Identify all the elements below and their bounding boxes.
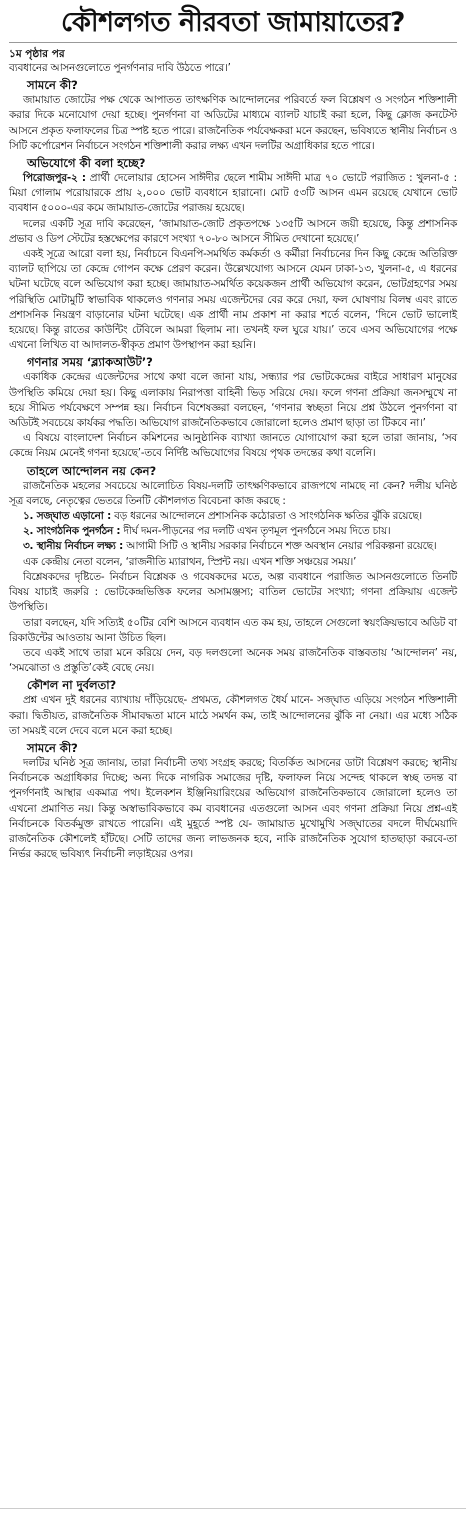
paragraph-andolon-1: রাজনৈতিক মহলের সবচেয়ে আলোচিত বিষয়-দলটি তাৎক্ষণিকভাবে রাজপথে নামছে না কেন? দলীয় ঘনিষ্ঠ সূত্র বলছে, নেতৃত্বের ভেতরে তিনটি কৌশলগত বিবেচনা কাজ করছে : xyxy=(9,479,457,507)
list-item-label: ২. সাংগঠনিক পুনর্গঠন : xyxy=(23,525,121,538)
subhead-koushol: কৌশল না দুর্বলতা? xyxy=(27,678,117,693)
paragraph-text: প্রার্থী দেলোয়ার হোসেন সাঈদীর ছেলে শামীম সাঈদী মাত্র ৭০ ভোটে পরাজিত : খুলনা-৫ : মিয়া গোলাম পরোয়ারকে প্রায় ২,০০০ ভোট ব্যবধানে হারানো। মোট ৫৩টি আসন এমন রয়েছে যেখানে ভোট ব্যবধান ৫০০০-এর কমে জামায়াত-জোটের পরাজয় হয়েছে। xyxy=(9,172,457,215)
subhead-obhijog: অভিযোগে কী বলা হচ্ছে? xyxy=(27,156,146,171)
paragraph-gonona-1: একাধিক কেন্দ্রের এজেন্টদের সাথে কথা বলে জানা যায়, সন্ধ্যার পর ভোটকেন্দ্রের বাইরে সাধারণ মানুষের উপস্থিতি কমিয়ে দেয়া হয়। কিছু এলাকায় নিরাপত্তা বাহিনী ভিড় সরিয়ে দেয়। ফলে গণনা প্রক্রিয়া জনসম্মুখে না হয়ে সীমিত পর্যবেক্ষণে সম্পন্ন হয়। নির্বাচন বিশেষজ্ঞরা বলছেন, ‘গণনার স্বচ্ছতা নিয়ে প্রশ্ন উঠলে পুনর্গণনা বা অডিটই সবচেয়ে কার্যকর পদ্ধতি। অভিযোগ রাজনৈতিকভাবে জোরালো হলেও প্রমাণ ছাড়া তা টিকবে না।’ xyxy=(9,371,457,430)
list-item-label: ১. সজ্ঘাত এড়ানো : xyxy=(23,510,112,523)
list-item-1 xyxy=(9,509,457,524)
subhead-andolon: তাহলে আন্দোলন নয় কেন? xyxy=(27,463,157,478)
subhead-samne-2: সামনে কী? xyxy=(27,740,78,755)
subhead-gonona: গণনার সময় ‘ব্ল্যাকআউট’? xyxy=(27,355,153,370)
paragraph-andolon-4: তারা বলছেন, যদি সত্যিই ৫০টির বেশি আসনে ব্যবধান এত কম হয়, তাহলে সেগুলো স্বয়ংক্রিয়ভাবে অডিট বা রিকাউন্টের আওতায় আনা উচিত ছিল। xyxy=(9,616,457,644)
paragraph-andolon-2: এক কেন্দ্রীয় নেতা বলেন, ‘রাজনীতি ম্যারাথন, স্প্রিন্ট নয়। এখন শক্তি সঞ্চয়ের সময়।’ xyxy=(23,555,357,568)
list-item-text: বড় ধরনের আন্দোলনে প্রশাসনিক কঠোরতা ও সাংগঠনিক ক্ষতির ঝুঁকি রয়েছে। xyxy=(111,510,422,523)
intro-paragraph: ব্যবধানের আসনগুলোতে পুনর্গণনার দাবি উঠতে পারে।’ xyxy=(9,62,231,74)
paragraph-obhijog-2: দলের একটি সূত্র দাবি করেছেন, ‘জামায়াত-জোট প্রকৃতপক্ষে ১৩৫টি আসনে জয়ী হয়েছে, কিন্তু প্রশাসনিক প্রভাব ও ডিপ স্টেটের হস্তক্ষেপের কারণে সংখ্যা ৭০-৮০ আসনে সীমিত দেখানো হয়েছে।’ xyxy=(9,217,457,245)
page-bottom-rule xyxy=(0,1508,466,1515)
paragraph-gonona-2: এ বিষয়ে বাংলাদেশ নির্বাচন কমিশনের আনুষ্ঠানিক ব্যাখ্যা জানতে যোগাযোগ করা হলে তারা জানায়, ‘সব কেন্দ্রে নিয়ম মেনেই গণনা হয়েছে’-তবে নির্দিষ্ট অভিযোগের বিষয়ে পৃথক তদন্তের কথা বলেনি। xyxy=(9,432,457,460)
list-item-label: ৩. স্থানীয় নির্বাচন লক্ষ্য : xyxy=(23,540,124,553)
paragraph-obhijog-3: একই সূত্রে আরো বলা হয়, নির্বাচনে বিএনপি-সমর্থিত কর্মকর্তা ও কর্মীরা নির্বাচনের দিন কিছু কেন্দ্রে অতিরিক্ত ব্যালট ছাপিয়ে তা কেন্দ্রে গোপন কক্ষে প্রেরণ করেন। উল্লেখযোগ্য আসনে যেমন ঢাকা-১৩, খুলনা-৫, এ ধরনের ঘটনা ঘটেছে বলে অভিযোগ করা হচ্ছে। জামায়াত-সমর্থিত কয়েকজন প্রার্থী অভিযোগ করেন, ভোটগ্রহণের সময় পরিস্থিতি মোটামুটি স্বাভাবিক থাকলেও গণনার সময় এজেন্টদের বের করে দেয়া, ফল ঘোষণায় বিলম্ব এবং রাতে প্রশাসনিক নিয়ন্ত্রণ বাড়ানোর ঘটনা ঘটেছে। এক প্রার্থী নাম প্রকাশ না করার শর্তে বলেন, ‘দিনে ভোট ভালোই হয়েছে। কিন্তু রাতের কাউন্টিং টেবিলে আমরা ছিলাম না। তখনই ফল ঘুরে যায়।’ তবে এসব অভিযোগের পক্ষে এখনো লিখিত বা আদালত-স্বীকৃত প্রমাণ উপস্থাপন করা হয়নি। xyxy=(9,248,457,352)
paragraph-samne-2: দলটির ঘনিষ্ঠ সূত্র জানায়, তারা নির্বাচনী তথ্য সংগ্রহ করছে; বিতর্কিত আসনের ডাটা বিশ্লেষণ করছে; স্থানীয় নির্বাচনকে অগ্রাধিকার দিচ্ছে; অন্য দিকে নাগরিক সমাজের দৃষ্টি, ফলাফল নিয়ে সন্দেহ থাকলে স্বচ্ছ তদন্ত বা পুনর্গণনাই আস্থার একমাত্র পথ। ইলেকশন ইঞ্জিনিয়ারিংয়ের অভিযোগ রাজনৈতিকভাবে জোরালো হলেও তা এখনো প্রমাণিত নয়। কিন্তু অস্বাভাবিকভাবে কম ব্যবধানের এতগুলো আসন এবং গণনা প্রক্রিয়া নিয়ে প্রশ্ন-এই নির্বাচনকে বিতর্কমুক্ত রাখতে পারেনি। এই মুহূর্তে স্পষ্ট যে- জামায়াত মুখোমুখি সজ্ঘাতের বদলে দীর্ঘমেয়াদি রাজনৈতিক কৌশলেই হাঁটছে। সেটি তাদের জন্য লাভজনক হবে, নাকি রাজনৈতিক সুযোগ হাতছাড়া করবে-তা নির্ভর করছে ভবিষ্যৎ নির্বাচনী লড়াইয়ের ওপর। xyxy=(9,756,457,861)
headline: কৌশলগত নীরবতা জামায়াতের? xyxy=(9,6,457,43)
paragraph-lead-label: পিরোজপুর-২ : xyxy=(23,172,86,185)
list-item-3 xyxy=(9,539,457,554)
paragraph-samne-1: জামায়াত জোটের পক্ষ থেকে আপাতত তাৎক্ষণিক আন্দোলনের পরিবর্তে ফল বিশ্লেষণ ও সংগঠন শক্তিশালী করার দিকে মনোযোগ দেয়া হচ্ছে। পুনর্গণনা বা অডিটের মাধ্যমে ব্যালট যাচাই করা হলে, কিছু ক্লোজ কনটেস্ট আসনে প্রকৃত ফলাফলের চিত্র স্পষ্ট হতে পারে। রাজনৈতিক পর্যবেক্ষকরা মনে করছেন, ভবিষ্যতে স্থানীয় নির্বাচন ও সিটি কর্পোরেশন নির্বাচনে সংগঠন শক্তিশালী করার লক্ষ্য এখন দলটির অগ্রাধিকার হতে পারে। xyxy=(9,94,457,152)
continued-from-label: ১ম পৃষ্ঠার পর xyxy=(9,48,65,60)
list-item-text: আগামী সিটি ও স্থানীয় সরকার নির্বাচনে শক্ত অবস্থান নেয়ার পরিকল্পনা রয়েছে। xyxy=(123,540,437,553)
paragraph-obhijog-1 xyxy=(9,171,457,217)
paragraph-andolon-3: বিশ্লেষকদের দৃষ্টিতে- নির্বাচন বিশ্লেষক ও গবেষকদের মতে, অল্প ব্যবধানে পরাজিত আসনগুলোতে তিনটি বিষয় যাচাই জরুরি : ভোটকেন্দ্রভিত্তিক ফলের অসামঞ্জস্য; বাতিল ভোটের সংখ্যা; গণনা প্রক্রিয়ায় এজেন্ট উপস্থিতি। xyxy=(9,570,457,614)
paragraph-koushol: প্রশ্ন এখন দুই ধরনের ব্যাখ্যায় দাঁড়িয়েছে- প্রথমত, কৌশলগত ধৈর্য মানে- সজ্ঘাত এড়িয়ে সংগঠন শক্তিশালী করা। দ্বিতীয়ত, রাজনৈতিক সীমাবদ্ধতা মানে মাঠে সমর্থন কম, তাই আন্দোলনের ঝুঁকি না নেয়া। এর মধ্যে সঠিক তা সময়ই বলে দেবে বলে মনে করা হচ্ছে। xyxy=(9,694,457,737)
list-item-text: দীর্ঘ দমন-পীড়নের পর দলটি এখন তৃণমূল পুনর্গঠনে সময় দিতে চায়। xyxy=(120,525,391,538)
paragraph-andolon-5: তবে একই সাথে তারা মনে করিয়ে দেন, বড় দলগুলো অনেক সময় রাজনৈতিক বাস্তবতায় ‘আন্দোলন’ নয়, ‘সমঝোতা ও প্রস্তুতি’কেই বেছে নেয়। xyxy=(9,646,457,675)
list-item-2 xyxy=(9,524,457,539)
subhead-samne-1: সামনে কী? xyxy=(27,78,78,93)
